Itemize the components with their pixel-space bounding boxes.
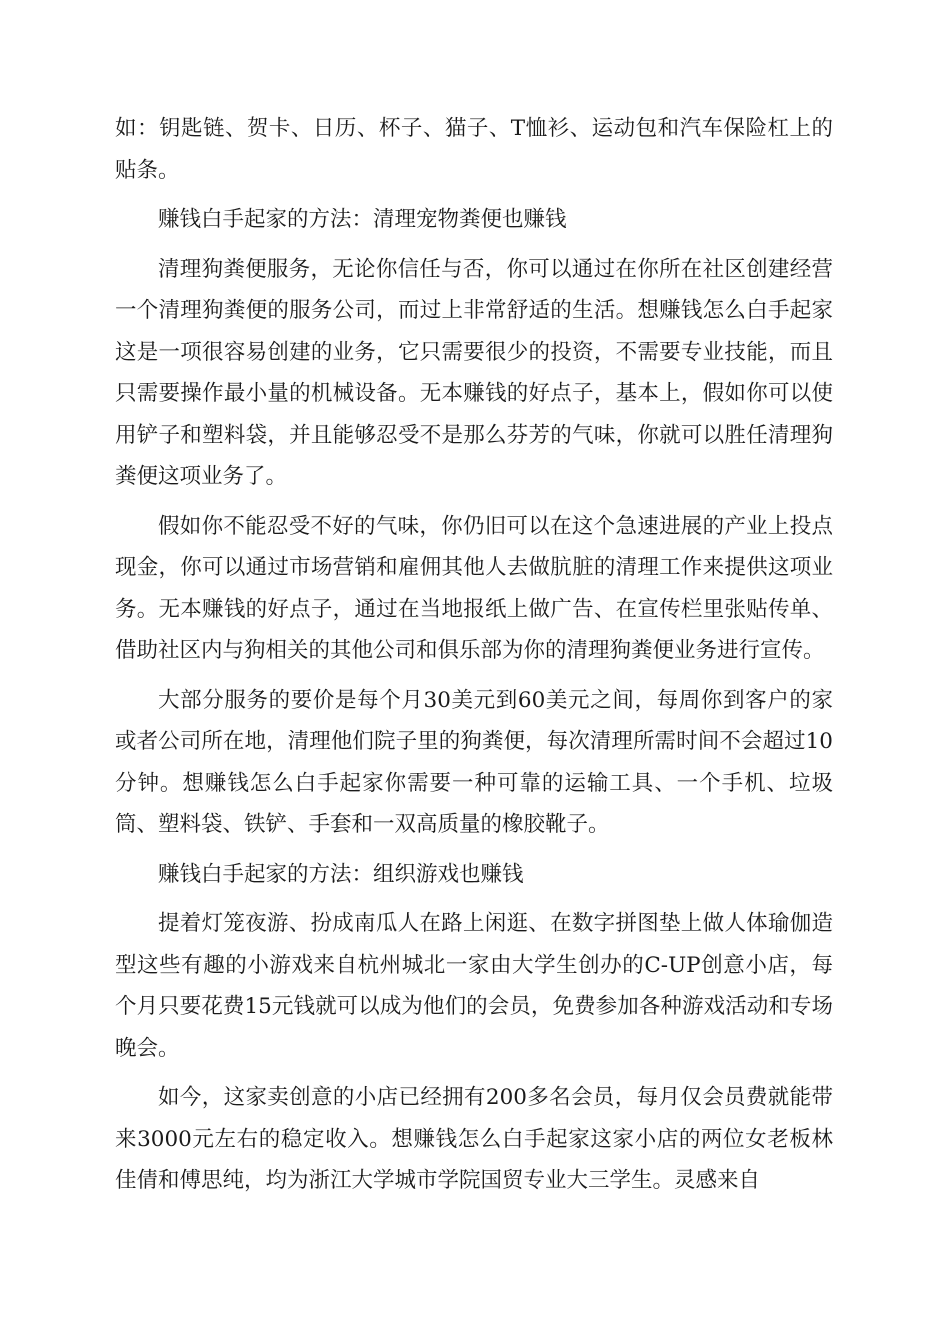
paragraph-cup-store: 提着灯笼夜游、扮成南瓜人在路上闲逛、在数字拼图垫上做人体瑜伽造型这些有趣的小游戏来自杭州城北一家由大学生创办的C-UP创意小店，每个月只要花费15元钱就可以成为他们的会员，免费参加各种游戏活动和专场晚会。 [115,911,833,1061]
paragraph-dog-waste-service: 清理狗粪便服务，无论你信任与否，你可以通过在你所在社区创建经营一个清理狗粪便的服务公司，而过上非常舒适的生活。想赚钱怎么白手起家这是一项很容易创建的业务，它只需要很少的投资，不需要专业技能，而且只需要操作最小量的机械设备。无本赚钱的好点子，基本上，假如你可以使用铲子和塑料袋，并且能够忍受不是那么芬芳的气味，你就可以胜任清理狗粪便这项业务了。 [115,256,833,489]
document-body [115,108,833,1202]
section-heading-pet-waste: 赚钱白手起家的方法：清理宠物粪便也赚钱 [158,207,567,232]
paragraph-pricing: 大部分服务的要价是每个月30美元到60美元之间，每周你到客户的家或者公司所在地，清理他们院子里的狗粪便，每次清理所需时间不会超过10分钟。想赚钱怎么白手起家你需要一种可靠的运输工具、一个手机、垃圾筒、塑料袋、铁铲、手套和一双高质量的橡胶靴子。 [115,687,833,837]
paragraph-marketing: 假如你不能忍受不好的气味，你仍旧可以在这个急速进展的产业上投点现金，你可以通过市场营销和雇佣其他人去做肮脏的清理工作来提供这项业务。无本赚钱的好点子，通过在当地报纸上做广告、在宣传栏里张贴传单、借助社区内与狗相关的其他公司和俱乐部为你的清理狗粪便业务进行宣传。 [115,513,833,663]
paragraph-membership: 如今，这家卖创意的小店已经拥有200多名会员，每月仅会员费就能带来3000元左右的稳定收入。想赚钱怎么白手起家这家小店的两位女老板林佳倩和傅思纯，均为浙江大学城市学院国贸专业大三学生。灵感来自 [115,1085,833,1193]
paragraph-list-continuation: 如：钥匙链、贺卡、日历、杯子、猫子、T恤衫、运动包和汽车保险杠上的贴条。 [115,116,833,183]
section-heading-games: 赚钱白手起家的方法：组织游戏也赚钱 [158,861,524,887]
